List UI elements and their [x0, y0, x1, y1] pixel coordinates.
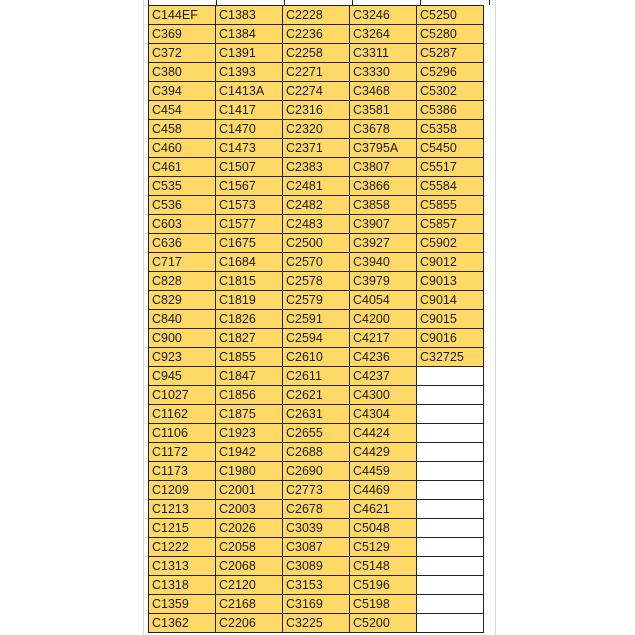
cell[interactable]: C840 — [149, 310, 216, 329]
cell[interactable]: C1417 — [216, 101, 283, 120]
cell[interactable]: C1819 — [216, 291, 283, 310]
cell[interactable]: C5198 — [350, 595, 417, 614]
cell[interactable]: C2228 — [283, 6, 350, 25]
cell[interactable]: C4429 — [350, 443, 417, 462]
cell[interactable]: C603 — [149, 215, 216, 234]
cell[interactable]: C1027 — [149, 386, 216, 405]
cell[interactable]: C2320 — [283, 120, 350, 139]
cell[interactable]: C535 — [149, 177, 216, 196]
cell[interactable]: C2316 — [283, 101, 350, 120]
table-row — [149, 215, 484, 234]
cell[interactable]: C2058 — [216, 538, 283, 557]
cell[interactable]: C5855 — [417, 196, 484, 215]
table-row — [149, 500, 484, 519]
cell[interactable] — [417, 500, 484, 519]
cell[interactable]: C5296 — [417, 63, 484, 82]
cell[interactable]: C454 — [149, 101, 216, 120]
cell[interactable]: C3225 — [283, 614, 350, 633]
cell[interactable]: C5517 — [417, 158, 484, 177]
cell[interactable]: C1383 — [216, 6, 283, 25]
cell[interactable]: C1980 — [216, 462, 283, 481]
table-row — [149, 253, 484, 272]
cell[interactable]: C1209 — [149, 481, 216, 500]
cell[interactable]: C2610 — [283, 348, 350, 367]
cell[interactable]: C5148 — [350, 557, 417, 576]
cell[interactable]: C2274 — [283, 82, 350, 101]
cell[interactable]: C461 — [149, 158, 216, 177]
table-row — [149, 120, 484, 139]
cell[interactable]: C1815 — [216, 272, 283, 291]
cell[interactable]: C2631 — [283, 405, 350, 424]
cell[interactable]: C144EF — [149, 6, 216, 25]
cell[interactable]: C2001 — [216, 481, 283, 500]
cell[interactable]: C2611 — [283, 367, 350, 386]
cell[interactable]: C1684 — [216, 253, 283, 272]
cell[interactable]: C1856 — [216, 386, 283, 405]
table-row — [149, 63, 484, 82]
cell[interactable]: C9016 — [417, 329, 484, 348]
cell[interactable]: C9014 — [417, 291, 484, 310]
cell[interactable]: C372 — [149, 44, 216, 63]
cell[interactable]: C5386 — [417, 101, 484, 120]
cell[interactable]: C3039 — [283, 519, 350, 538]
cell[interactable]: C2621 — [283, 386, 350, 405]
cell[interactable]: C3907 — [350, 215, 417, 234]
cell[interactable]: C829 — [149, 291, 216, 310]
table-row — [149, 443, 484, 462]
cell[interactable]: C2120 — [216, 576, 283, 595]
cell[interactable] — [417, 538, 484, 557]
table-row — [149, 595, 484, 614]
column-border — [489, 0, 490, 5]
table-row — [149, 424, 484, 443]
cell[interactable]: C900 — [149, 329, 216, 348]
cell[interactable]: C3153 — [283, 576, 350, 595]
table-row — [149, 196, 484, 215]
cell[interactable]: C3169 — [283, 595, 350, 614]
cell[interactable]: C2068 — [216, 557, 283, 576]
cell[interactable]: C4237 — [350, 367, 417, 386]
table-row — [149, 158, 484, 177]
cell[interactable]: C1923 — [216, 424, 283, 443]
table-row — [149, 519, 484, 538]
cell[interactable]: C5287 — [417, 44, 484, 63]
cell[interactable]: C32725 — [417, 348, 484, 367]
cell[interactable] — [417, 481, 484, 500]
cell[interactable]: C3858 — [350, 196, 417, 215]
cell[interactable]: C1470 — [216, 120, 283, 139]
cell[interactable] — [417, 519, 484, 538]
table-row — [149, 481, 484, 500]
table-row — [149, 101, 484, 120]
cell[interactable]: C380 — [149, 63, 216, 82]
cell[interactable]: C5048 — [350, 519, 417, 538]
cell[interactable]: C1173 — [149, 462, 216, 481]
table-row — [149, 386, 484, 405]
cell[interactable]: C2690 — [283, 462, 350, 481]
cell[interactable]: C1384 — [216, 25, 283, 44]
cell[interactable]: C2594 — [283, 329, 350, 348]
cell[interactable]: C4200 — [350, 310, 417, 329]
cell[interactable]: C2483 — [283, 215, 350, 234]
table-row — [149, 367, 484, 386]
cell[interactable]: C3940 — [350, 253, 417, 272]
cell[interactable]: C2591 — [283, 310, 350, 329]
cell[interactable]: C2258 — [283, 44, 350, 63]
cell[interactable]: C4304 — [350, 405, 417, 424]
cell[interactable]: C717 — [149, 253, 216, 272]
table-row — [149, 272, 484, 291]
cell[interactable]: C3330 — [350, 63, 417, 82]
sheet-gridline-right — [495, 0, 496, 635]
cell[interactable]: C828 — [149, 272, 216, 291]
cell[interactable]: C2655 — [283, 424, 350, 443]
cell[interactable]: C2773 — [283, 481, 350, 500]
cell[interactable]: C3795A — [350, 139, 417, 158]
cell[interactable]: C369 — [149, 25, 216, 44]
cell[interactable]: C636 — [149, 234, 216, 253]
cell[interactable] — [417, 424, 484, 443]
cell[interactable]: C4300 — [350, 386, 417, 405]
cell[interactable]: C9015 — [417, 310, 484, 329]
cell[interactable]: C1567 — [216, 177, 283, 196]
cell[interactable]: C458 — [149, 120, 216, 139]
table-row — [149, 139, 484, 158]
cell[interactable]: C1359 — [149, 595, 216, 614]
cell[interactable] — [417, 462, 484, 481]
cell[interactable]: C1473 — [216, 139, 283, 158]
cell[interactable]: C1826 — [216, 310, 283, 329]
cell[interactable]: C4469 — [350, 481, 417, 500]
table-row — [149, 25, 484, 44]
cell[interactable]: C5857 — [417, 215, 484, 234]
table-row — [149, 177, 484, 196]
table-row — [149, 6, 484, 25]
cell[interactable]: C2482 — [283, 196, 350, 215]
cell[interactable]: C1162 — [149, 405, 216, 424]
cell[interactable]: C2570 — [283, 253, 350, 272]
table-row — [149, 405, 484, 424]
cell[interactable] — [417, 405, 484, 424]
cell[interactable]: C1507 — [216, 158, 283, 177]
cell[interactable]: C4621 — [350, 500, 417, 519]
table-row — [149, 329, 484, 348]
cell[interactable]: C1215 — [149, 519, 216, 538]
sheet-gridline-left — [143, 0, 144, 635]
spreadsheet-grid — [148, 5, 484, 633]
cell[interactable]: C1393 — [216, 63, 283, 82]
cell[interactable]: C1942 — [216, 443, 283, 462]
cell[interactable]: C5200 — [350, 614, 417, 633]
cell[interactable]: C1213 — [149, 500, 216, 519]
cell[interactable]: C536 — [149, 196, 216, 215]
cell[interactable]: C2578 — [283, 272, 350, 291]
cell[interactable] — [417, 614, 484, 633]
cell[interactable]: C2500 — [283, 234, 350, 253]
cell[interactable]: C2678 — [283, 500, 350, 519]
cell[interactable]: C4236 — [350, 348, 417, 367]
cell[interactable]: C923 — [149, 348, 216, 367]
cell[interactable]: C3087 — [283, 538, 350, 557]
cell[interactable]: C9013 — [417, 272, 484, 291]
cell[interactable]: C2688 — [283, 443, 350, 462]
cell[interactable]: C5196 — [350, 576, 417, 595]
cell[interactable]: C4424 — [350, 424, 417, 443]
cell[interactable]: C2206 — [216, 614, 283, 633]
cell[interactable] — [417, 576, 484, 595]
cell[interactable]: C2481 — [283, 177, 350, 196]
cell[interactable]: C2371 — [283, 139, 350, 158]
cell[interactable]: C3468 — [350, 82, 417, 101]
cell[interactable]: C460 — [149, 139, 216, 158]
cell[interactable]: C4217 — [350, 329, 417, 348]
cell[interactable]: C1577 — [216, 215, 283, 234]
cell[interactable]: C1106 — [149, 424, 216, 443]
cell[interactable]: C5280 — [417, 25, 484, 44]
cell[interactable]: C1362 — [149, 614, 216, 633]
table-row — [149, 614, 484, 633]
cell[interactable]: C1875 — [216, 405, 283, 424]
cell[interactable]: C3866 — [350, 177, 417, 196]
table-row — [149, 576, 484, 595]
cell[interactable]: C394 — [149, 82, 216, 101]
table-row — [149, 44, 484, 63]
cell[interactable]: C4459 — [350, 462, 417, 481]
table-row — [149, 310, 484, 329]
cell[interactable]: C3311 — [350, 44, 417, 63]
cell[interactable]: C2236 — [283, 25, 350, 44]
table-row — [149, 538, 484, 557]
cell[interactable]: C2271 — [283, 63, 350, 82]
cell[interactable] — [417, 443, 484, 462]
cell[interactable]: C3678 — [350, 120, 417, 139]
cell[interactable]: C5584 — [417, 177, 484, 196]
cell[interactable]: C2003 — [216, 500, 283, 519]
cell[interactable]: C4054 — [350, 291, 417, 310]
cell[interactable]: C5250 — [417, 6, 484, 25]
cell[interactable] — [417, 386, 484, 405]
cell[interactable]: C945 — [149, 367, 216, 386]
cell[interactable]: C1172 — [149, 443, 216, 462]
cell[interactable]: C1573 — [216, 196, 283, 215]
table-row — [149, 82, 484, 101]
table-row — [149, 348, 484, 367]
cell[interactable] — [417, 557, 484, 576]
table-row — [149, 291, 484, 310]
cell[interactable]: C1222 — [149, 538, 216, 557]
table-row — [149, 234, 484, 253]
table-row — [149, 462, 484, 481]
cell[interactable]: C1827 — [216, 329, 283, 348]
cell[interactable]: C2383 — [283, 158, 350, 177]
cell[interactable]: C3979 — [350, 272, 417, 291]
cell[interactable]: C1847 — [216, 367, 283, 386]
cell[interactable]: C3581 — [350, 101, 417, 120]
cell[interactable]: C1318 — [149, 576, 216, 595]
cell[interactable] — [417, 367, 484, 386]
cell[interactable]: C5902 — [417, 234, 484, 253]
cell[interactable]: C5129 — [350, 538, 417, 557]
cell[interactable]: C1391 — [216, 44, 283, 63]
cell[interactable]: C3927 — [350, 234, 417, 253]
cell[interactable]: C9012 — [417, 253, 484, 272]
cell[interactable]: C2168 — [216, 595, 283, 614]
table-row — [149, 557, 484, 576]
cell[interactable]: C3264 — [350, 25, 417, 44]
cell[interactable]: C1413A — [216, 82, 283, 101]
cell[interactable]: C5450 — [417, 139, 484, 158]
cell[interactable]: C3089 — [283, 557, 350, 576]
cell[interactable]: C1855 — [216, 348, 283, 367]
cell[interactable]: C3246 — [350, 6, 417, 25]
cell[interactable]: C2579 — [283, 291, 350, 310]
cell[interactable]: C5302 — [417, 82, 484, 101]
cell[interactable]: C1313 — [149, 557, 216, 576]
cell[interactable]: C2026 — [216, 519, 283, 538]
cell[interactable]: C1675 — [216, 234, 283, 253]
cell[interactable]: C3807 — [350, 158, 417, 177]
cell[interactable] — [417, 595, 484, 614]
cell[interactable]: C5358 — [417, 120, 484, 139]
